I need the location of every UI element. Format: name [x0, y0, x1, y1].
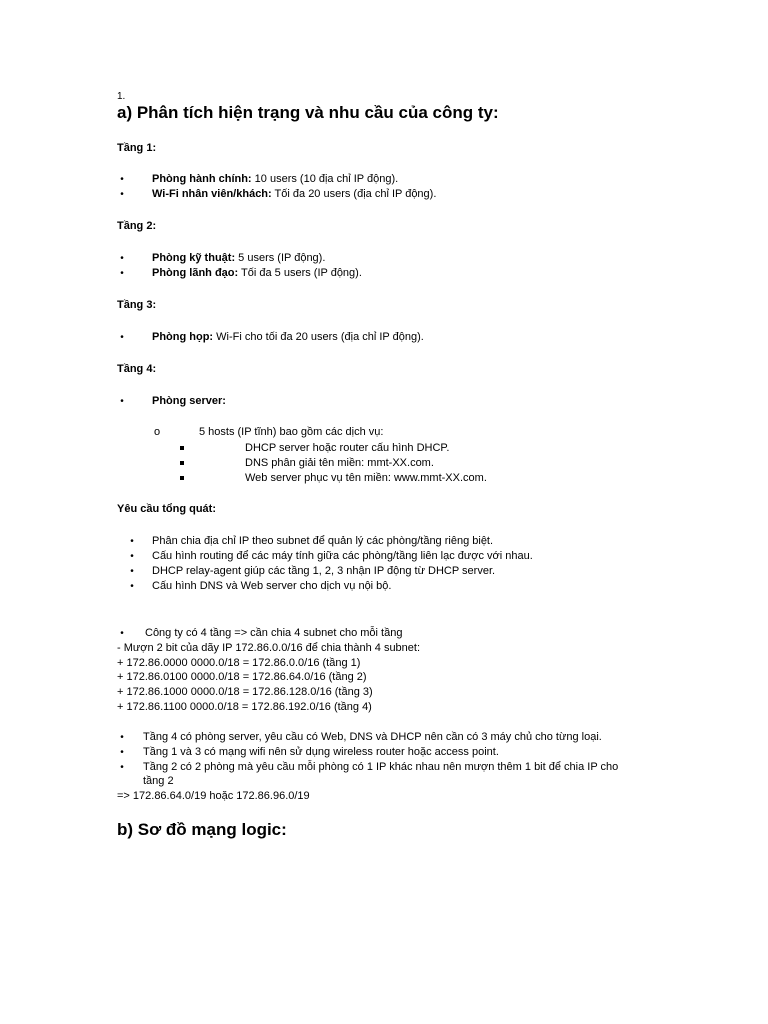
bullet-icon: • — [120, 762, 124, 773]
general-title: Yêu cầu tổng quát: — [117, 503, 216, 515]
item-text: Tối đa 20 users (địa chỉ IP động). — [271, 188, 437, 200]
item-text: Cấu hình routing để các máy tính giữa các phòng/tầng liên lạc được với nhau. — [152, 550, 533, 562]
analysis-line: - Mượn 2 bit của dãy IP 172.86.0.0/16 để chia thành 4 subnet: — [117, 642, 421, 654]
square-bullet-icon — [180, 461, 184, 465]
floor1-title: Tầng 1: — [117, 142, 157, 154]
analysis-line: + 172.86.1000 0000.0/18 = 172.86.128.0/16 (tầng 3) — [117, 686, 373, 698]
bullet-icon: • — [120, 628, 124, 639]
bullet-icon: • — [130, 551, 134, 562]
bullet-icon: • — [120, 174, 124, 185]
bullet-icon: • — [130, 566, 134, 577]
item-text: Cấu hình DNS và Web server cho dịch vụ nội bộ. — [152, 580, 392, 592]
bullet-icon: • — [130, 536, 134, 547]
list-number: 1. — [117, 91, 126, 102]
service-text: DNS phân giải tên miền: mmt-XX.com. — [245, 457, 434, 469]
item-text: Tối đa 5 users (IP động). — [238, 267, 362, 279]
square-bullet-icon — [180, 476, 184, 480]
bullet-icon: • — [120, 268, 124, 279]
bullet-icon: • — [120, 253, 124, 264]
sub-item-text: 5 hosts (IP tĩnh) bao gồm các dịch vụ: — [199, 426, 384, 438]
bullet-icon: • — [120, 396, 124, 407]
item-label: Wi-Fi nhân viên/khách: — [152, 188, 272, 200]
note-text: Tầng 4 có phòng server, yêu cầu có Web, DNS và DHCP nên cần có 3 máy chủ cho từng loại. — [143, 731, 602, 743]
note-text: Tầng 2 có 2 phòng mà yêu cầu mỗi phòng có 1 IP khác nhau nên mượn thêm 1 bit để chia IP cho — [143, 761, 619, 773]
analysis-result: => 172.86.64.0/19 hoặc 172.86.96.0/19 — [117, 790, 310, 802]
floor3-title: Tầng 3: — [117, 299, 157, 311]
analysis-line: + 172.86.1100 0000.0/18 = 172.86.192.0/16 (tầng 4) — [117, 701, 372, 713]
item-text: DHCP relay-agent giúp các tầng 1, 2, 3 nhận IP động từ DHCP server. — [152, 565, 496, 577]
item-text: 5 users (IP động). — [235, 252, 326, 264]
service-text: Web server phục vụ tên miền: www.mmt-XX.com. — [245, 472, 487, 484]
note-text: Tầng 1 và 3 có mạng wifi nên sử dụng wireless router hoặc access point. — [143, 746, 499, 758]
item-label: Phòng họp: — [152, 331, 214, 343]
bullet-icon: • — [130, 581, 134, 592]
square-bullet-icon — [180, 446, 184, 450]
bullet-icon: • — [120, 747, 124, 758]
item-label: Phòng hành chính: — [152, 173, 252, 185]
analysis-line: + 172.86.0100 0000.0/18 = 172.86.64.0/16 (tầng 2) — [117, 671, 367, 683]
item-label: Phòng server: — [152, 395, 226, 407]
note-continuation: tầng 2 — [143, 775, 174, 787]
analysis-intro-text: Công ty có 4 tầng => cần chia 4 subnet cho mỗi tầng — [145, 627, 403, 639]
bullet-icon: • — [120, 332, 124, 343]
service-text: DHCP server hoặc router cấu hình DHCP. — [245, 442, 450, 454]
bullet-icon: • — [120, 189, 124, 200]
item-label: Phòng lãnh đạo: — [152, 267, 239, 279]
heading-b: b) Sơ đồ mạng logic: — [117, 820, 287, 839]
floor2-title: Tầng 2: — [117, 220, 157, 232]
floor4-title: Tầng 4: — [117, 363, 157, 375]
analysis-line: + 172.86.0000 0000.0/18 = 172.86.0.0/16 (tầng 1) — [117, 657, 361, 669]
circle-bullet-icon: o — [154, 426, 161, 438]
item-text: 10 users (10 địa chỉ IP động). — [251, 173, 399, 185]
item-text: Wi-Fi cho tối đa 20 users (địa chỉ IP động). — [213, 331, 424, 343]
bullet-icon: • — [120, 732, 124, 743]
item-label: Phòng kỹ thuật: — [152, 252, 236, 264]
heading-a: a) Phân tích hiện trạng và nhu cầu của công ty: — [117, 103, 499, 122]
item-text: Phân chia địa chỉ IP theo subnet để quản lý các phòng/tầng riêng biệt. — [152, 535, 494, 547]
